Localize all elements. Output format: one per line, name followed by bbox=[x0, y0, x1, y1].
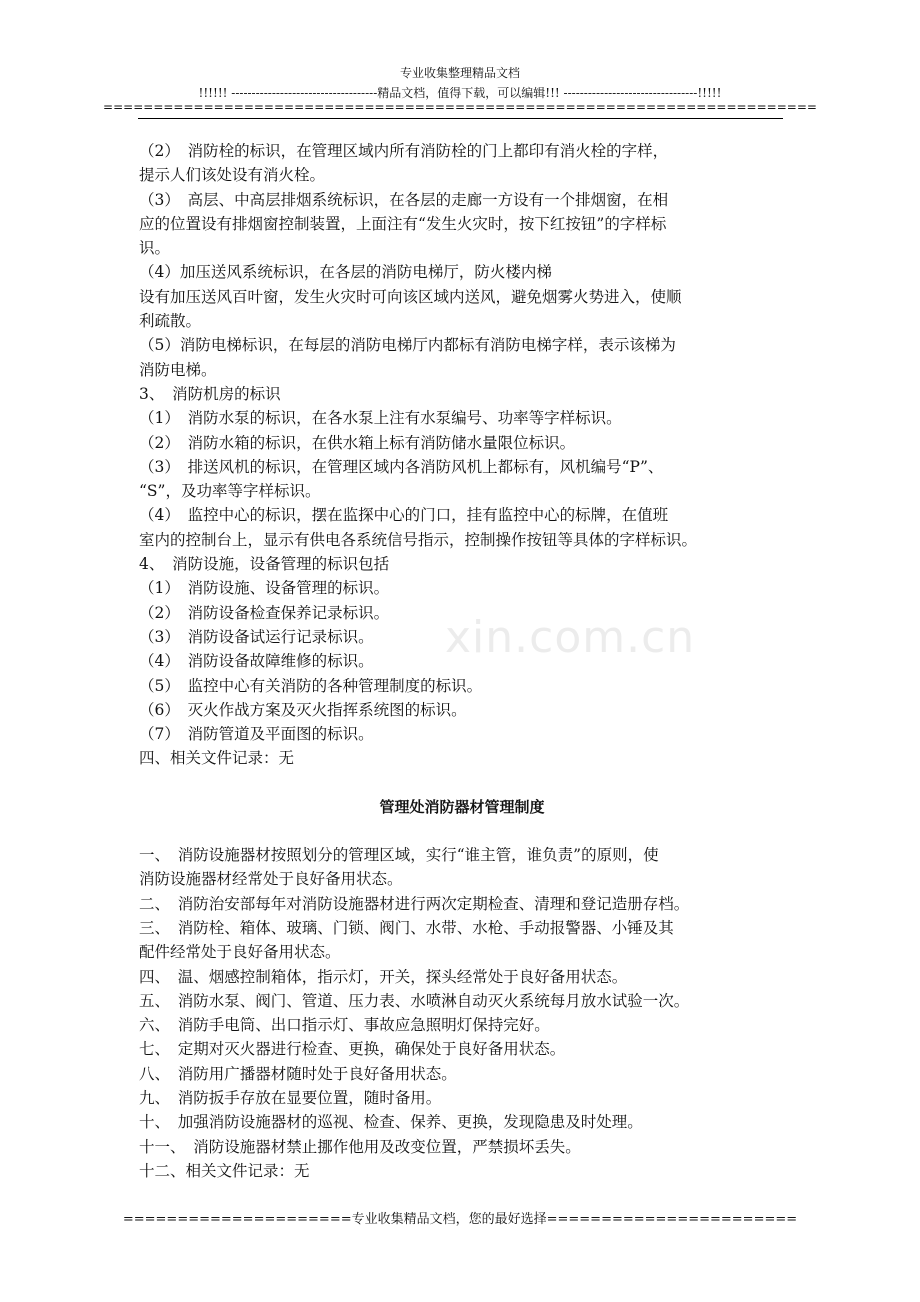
text-line: 四、 温、烟感控制箱体，指示灯，开关，探头经常处于良好备用状态。 bbox=[139, 967, 628, 986]
text-line: 六、 消防手电筒、出口指示灯、事故应急照明灯保持完好。 bbox=[139, 1016, 550, 1035]
document-body bbox=[139, 139, 785, 1183]
section-fire-signage bbox=[139, 139, 785, 771]
footer: =====================专业收集精品文档，您的最好选择======================= bbox=[122, 1212, 798, 1227]
text-line: （1） 消防水泵的标识，在各水泵上注有水泵编号、功率等字样标识。 bbox=[139, 409, 622, 428]
text-line: 应的位置设有排烟窗控制装置，上面注有“发生火灾时，按下红按钮”的字样标 bbox=[139, 214, 667, 233]
text-line: 识。 bbox=[139, 239, 171, 258]
text-line: （3） 高层、中高层排烟系统标识，在各层的走廊一方设有一个排烟窗，在相 bbox=[139, 190, 669, 209]
section-title: 管理处消防器材管理制度 bbox=[379, 797, 545, 816]
header-title: 专业收集整理精品文档 bbox=[399, 66, 520, 80]
text-line: 消防设施器材经常处于良好备用状态。 bbox=[139, 870, 403, 889]
text-line: （5） 监控中心有关消防的各种管理制度的标识。 bbox=[139, 676, 483, 695]
text-line: （4）加压送风系统标识，在各层的消防电梯厅，防火楼内梯 bbox=[139, 263, 552, 282]
text-line: “S”，及功率等字样标识。 bbox=[139, 482, 321, 501]
text-line: 二、 消防治安部每年对消防设施器材进行两次定期检查、清理和登记造册存档。 bbox=[139, 894, 690, 913]
text-line: 利疏散。 bbox=[139, 312, 202, 331]
text-line: 十、 加强消防设施器材的巡视、检查、保养、更换，发现隐患及时处理。 bbox=[139, 1113, 643, 1132]
text-line: （2） 消防栓的标识，在管理区域内所有消防栓的门上都印有消火栓的字样， bbox=[139, 142, 669, 160]
text-line: 设有加压送风百叶窗，发生火灾时可向该区域内送风，避免烟雾火势进入，使顺 bbox=[139, 287, 682, 306]
section-equipment-rules bbox=[139, 843, 785, 1183]
header-banner: !!!!!! ------------------------------------精品文档，值得下载，可以编辑!!! ---------------------------------!!!!! bbox=[198, 86, 722, 100]
text-line: 七、 定期对灭火器进行检查、更换，确保处于良好备用状态。 bbox=[139, 1040, 566, 1059]
text-line: 一、 消防设施器材按照划分的管理区域，实行“谁主管，谁负责”的原则，使 bbox=[139, 846, 659, 865]
text-line: 九、 消防扳手存放在显要位置，随时备用。 bbox=[139, 1088, 442, 1107]
text-line: 提示人们该处设有消火栓。 bbox=[139, 166, 326, 185]
watermark: xin.com.cn bbox=[445, 612, 696, 663]
text-line: （2） 消防水箱的标识，在供水箱上标有消防储水量限位标识。 bbox=[139, 433, 576, 452]
text-line: （6） 灭火作战方案及灭火指挥系统图的标识。 bbox=[139, 700, 467, 719]
text-line: （4） 消防设备故障维修的标识。 bbox=[139, 652, 374, 671]
text-line: 五、 消防水泵、阀门、管道、压力表、水喷淋自动灭火系统每月放水试验一次。 bbox=[139, 991, 690, 1010]
text-line: （1） 消防设施、设备管理的标识。 bbox=[139, 579, 390, 598]
text-line: 十二、相关文件记录：无 bbox=[139, 1161, 310, 1180]
text-line: （3） 排送风机的标识，在管理区域内各消防风机上都标有，风机编号“P”、 bbox=[139, 457, 664, 476]
text-line: （7） 消防管道及平面图的标识。 bbox=[139, 725, 374, 744]
spacer bbox=[139, 819, 785, 843]
header-separator: ======================================================================= bbox=[103, 100, 817, 114]
text-line: （5）消防电梯标识，在每层的消防电梯厅内都标有消防电梯字样，表示该梯为 bbox=[139, 336, 676, 355]
text-line: （2） 消防设备检查保养记录标识。 bbox=[139, 603, 390, 622]
text-line: 消防电梯。 bbox=[139, 360, 217, 379]
text-line: 八、 消防用广播器材随时处于良好备用状态。 bbox=[139, 1064, 457, 1083]
text-line: 4、 消防设施，设备管理的标识包括 bbox=[139, 555, 390, 574]
text-line: 室内的控制台上，显示有供电各系统信号指示，控制操作按钮等具体的字样标识。 bbox=[139, 530, 698, 549]
text-line: 四、相关文件记录：无 bbox=[139, 749, 295, 768]
text-line: （3） 消防设备试运行记录标识。 bbox=[139, 627, 374, 646]
header-rule bbox=[138, 118, 783, 119]
spacer bbox=[139, 771, 785, 795]
text-line: 配件经常处于良好备用状态。 bbox=[139, 943, 341, 962]
text-line: 3、 消防机房的标识 bbox=[139, 384, 281, 403]
text-line: （4） 监控中心的标识，摆在监探中心的门口，挂有监控中心的标牌，在值班 bbox=[139, 506, 669, 525]
text-line: 三、 消防栓、箱体、玻璃、门锁、阀门、水带、水枪、手动报警器、小锤及其 bbox=[139, 918, 674, 937]
text-line: 十一、 消防设施器材禁止挪作他用及改变位置，严禁损坏丢失。 bbox=[139, 1137, 581, 1156]
